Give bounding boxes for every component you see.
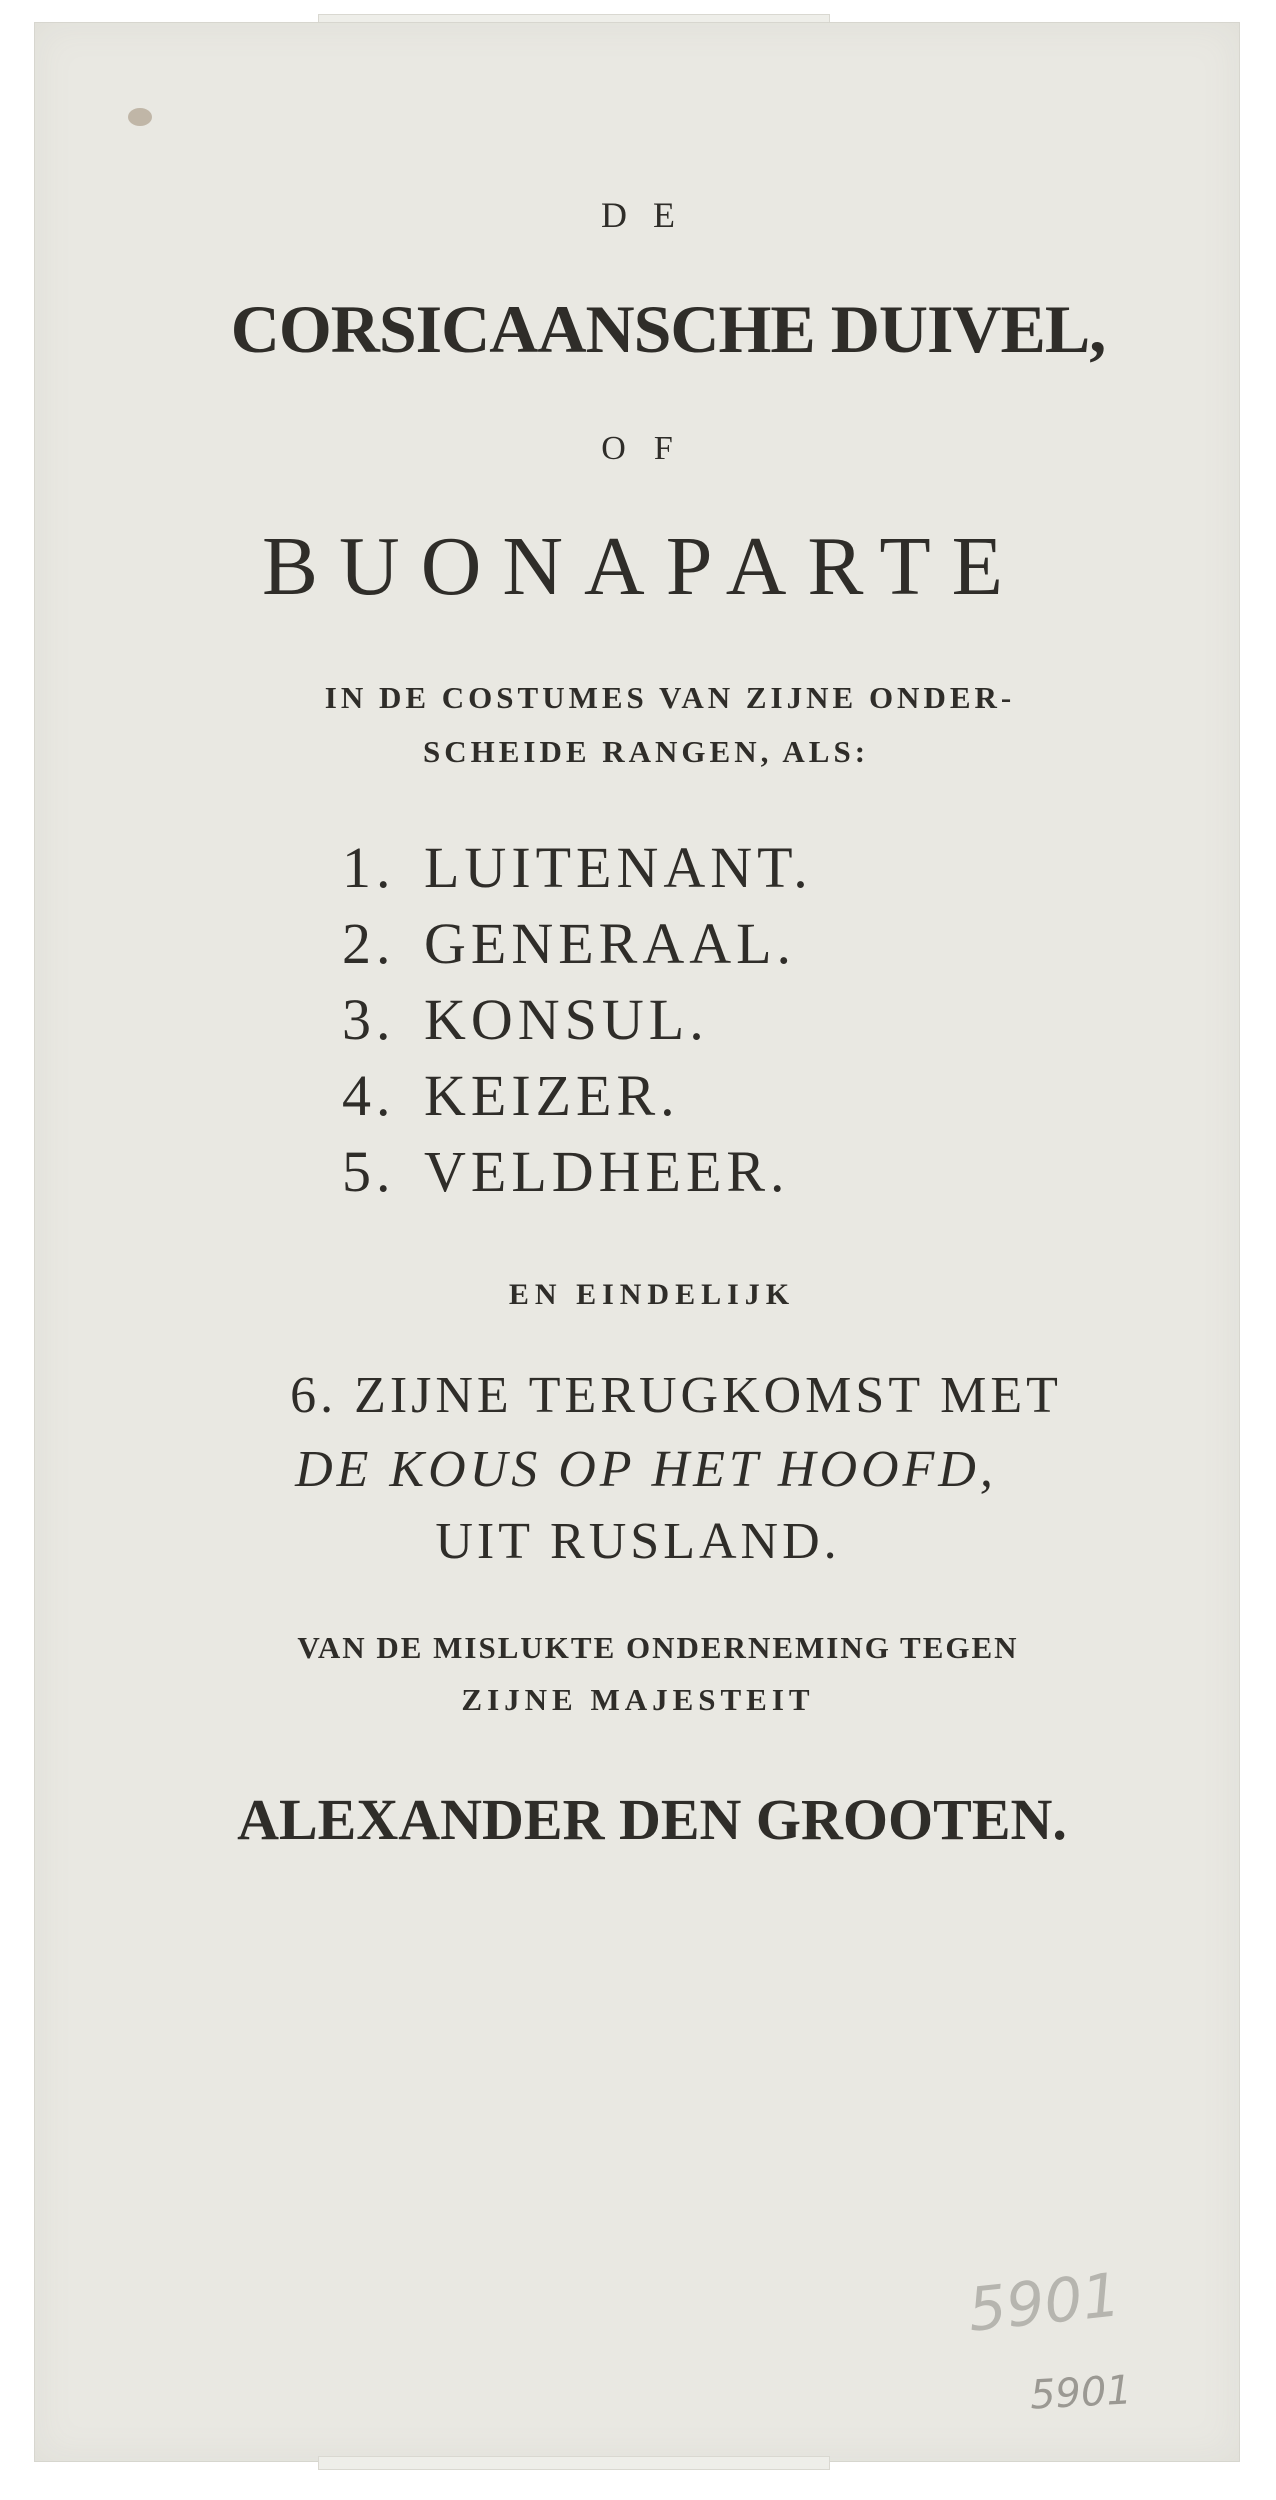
return-line-3: UIT RUSLAND. <box>435 1513 841 1570</box>
return-line-1: 6. ZIJNE TERUGKOMST MET <box>290 1367 1062 1424</box>
pencil-inventory-number-faint: 5901 <box>964 2260 1124 2346</box>
emperor-name: ALEXANDER DEN GROOTEN. <box>237 1787 1067 1852</box>
rank-item <box>342 1134 813 1210</box>
rank-item <box>342 982 813 1058</box>
rank-number: 4. <box>342 1063 396 1128</box>
against-line-1: VAN DE MISLUKTE ONDERNEMING TEGEN <box>297 1630 1019 1665</box>
rank-label: LUITENANT. <box>424 835 813 900</box>
rank-number: 5. <box>342 1139 396 1204</box>
finally-heading: EN EINDELIJK <box>508 1278 796 1311</box>
rank-label: VELDHEER. <box>424 1139 790 1204</box>
rank-item <box>342 830 813 906</box>
subject-name: BUONAPARTE <box>262 520 1024 613</box>
main-title: CORSICAANSCHE DUIVEL, <box>230 291 1106 367</box>
rank-label: KEIZER. <box>424 1063 680 1128</box>
conjunction: OF <box>601 430 701 467</box>
subtitle-line-1: IN DE COSTUMES VAN ZIJNE ONDER- <box>324 680 1016 715</box>
rank-item <box>342 1058 813 1134</box>
subtitle-line-2: SCHEIDE RANGEN, ALS: <box>422 734 870 769</box>
return-line-2: DE KOUS OP HET HOOFD, <box>295 1441 997 1498</box>
against-line-2: ZIJNE MAJESTEIT <box>461 1682 815 1717</box>
pencil-inventory-number: 5901 <box>1028 2367 1133 2419</box>
pretitle: DE <box>601 195 701 235</box>
rank-item <box>342 906 813 982</box>
rank-number: 1. <box>342 835 396 900</box>
rank-label: KONSUL. <box>424 987 709 1052</box>
rank-label: GENERAAL. <box>424 911 797 976</box>
rank-number: 2. <box>342 911 396 976</box>
rank-number: 3. <box>342 987 396 1052</box>
rank-list <box>342 830 813 1210</box>
